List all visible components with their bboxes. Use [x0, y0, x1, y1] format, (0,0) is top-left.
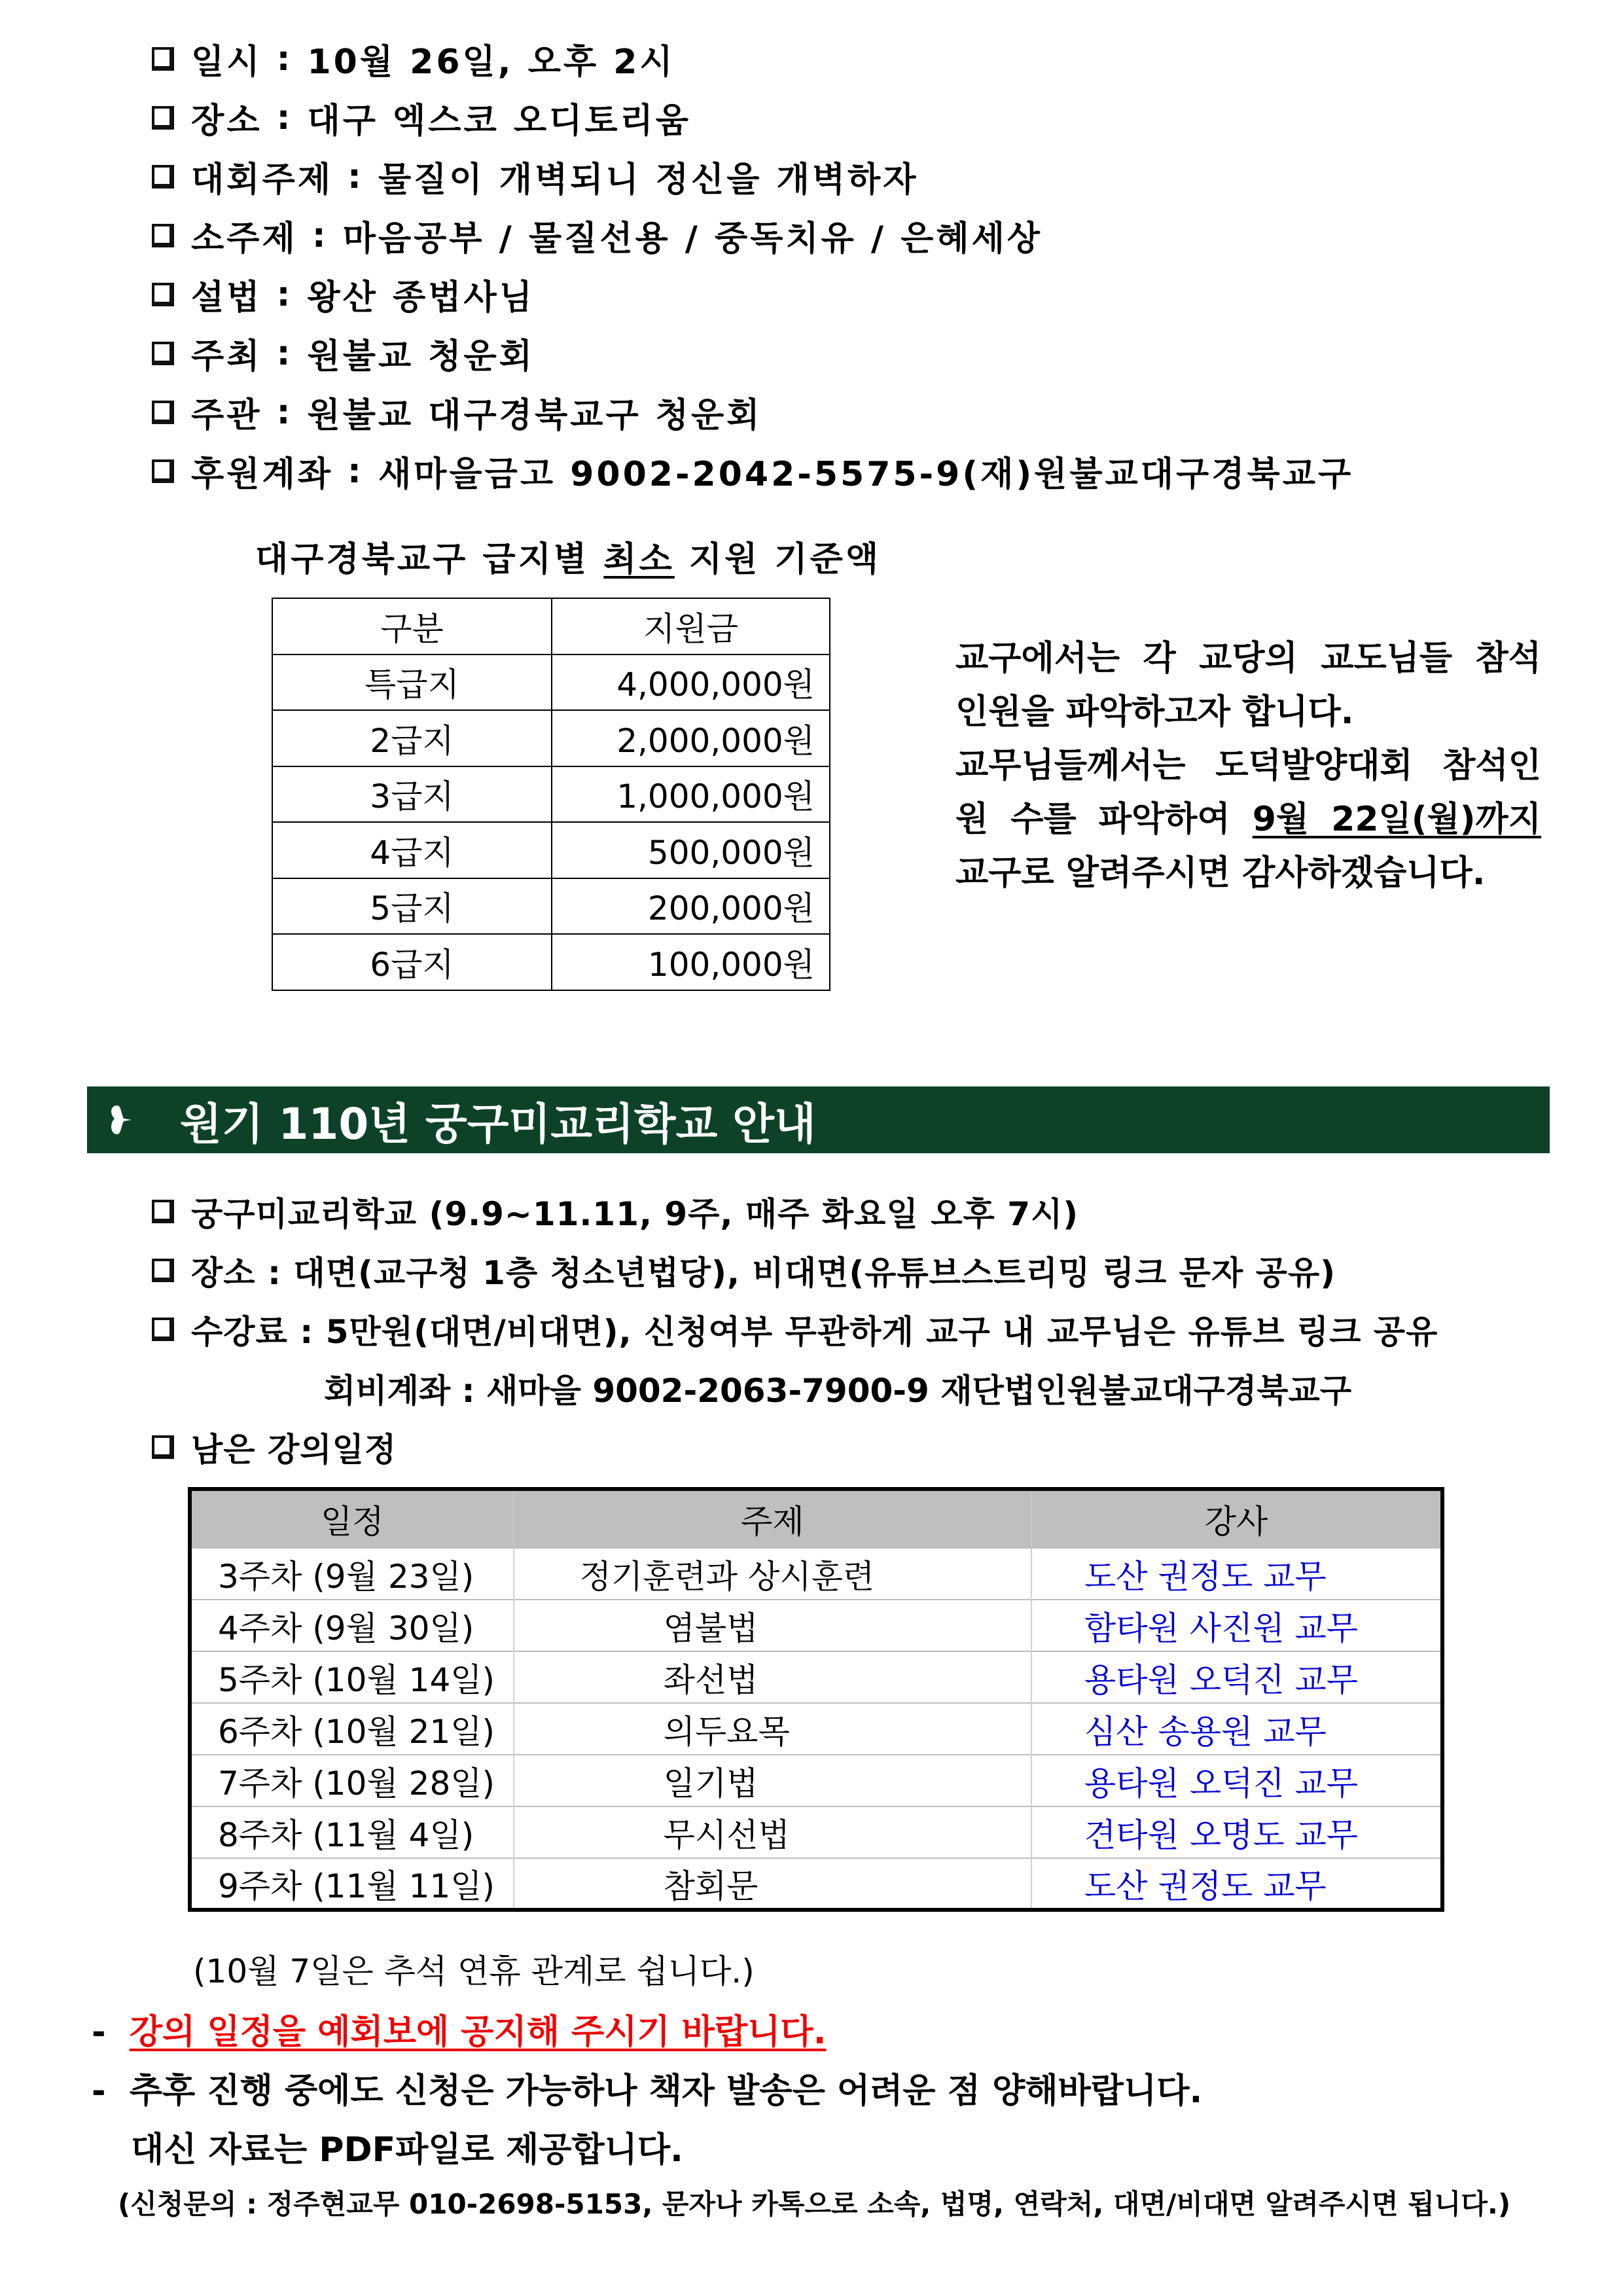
date-cell: 3주차 (9월 23일): [190, 1548, 514, 1600]
grade-cell: 특급지: [272, 655, 552, 711]
value: 원불교 대구경북교구 청운회: [307, 396, 762, 435]
checkbox-bullet-icon: [152, 165, 174, 188]
announcement-red: - 강의 일정을 예회보에 공지해 주시기 바랍니다.: [92, 2013, 827, 2052]
label: 주최: [191, 337, 262, 376]
label: 설법: [191, 278, 262, 317]
checkbox-bullet-icon: [152, 1318, 174, 1341]
table-row: [190, 1858, 1442, 1910]
date-cell: 5주차 (10월 14일): [190, 1651, 514, 1703]
topic-cell: 무시선법: [514, 1806, 1031, 1858]
date-cell: 7주차 (10월 28일): [190, 1755, 514, 1806]
amount-cell: 1,000,000원: [552, 766, 830, 823]
amount-cell: 500,000원: [552, 822, 830, 878]
value: 마음공부 / 물질선용 / 중독치유 / 은혜세상: [342, 219, 1043, 259]
value: 10월 26일, 오후 2시: [307, 43, 675, 82]
underlined-minimum: 최소: [603, 540, 675, 579]
amount-cell: 4,000,000원: [552, 655, 830, 711]
table-row: [272, 878, 830, 935]
date-cell: 4주차 (9월 30일): [190, 1600, 514, 1651]
header-topic: 주제: [514, 1489, 1031, 1548]
contact-info: (신청문의 : 정주현교무 010-2698-5153, 문자나 카톡으로 소속, 법명, 연락처, 대면/비대면 알려주시면 됩니다.): [118, 2188, 1511, 2220]
table-row: [272, 710, 830, 766]
topic-cell: 참회문: [514, 1858, 1031, 1910]
table-row: [272, 655, 830, 711]
lecturer-cell: 용타원 오덕진 교무: [1031, 1755, 1442, 1806]
event-info-host: 주최 : 원불교 청운회: [152, 329, 535, 378]
amount-cell: 2,000,000원: [552, 710, 830, 766]
deadline-underlined: 9월 22일(월)까지: [1252, 800, 1542, 839]
checkbox-bullet-icon: [152, 401, 174, 424]
checkbox-bullet-icon: [152, 459, 174, 483]
lecturer-cell: 용타원 오덕진 교무: [1031, 1651, 1442, 1703]
table-row: [190, 1755, 1442, 1806]
label: 소주제: [191, 219, 298, 259]
checkbox-bullet-icon: [152, 342, 174, 365]
label: 일시: [191, 43, 262, 82]
label: 대회주제: [191, 160, 333, 200]
table-row: [190, 1600, 1442, 1651]
section-title: 원기 110년 궁구미교리학교 안내: [180, 1098, 816, 1149]
date-cell: 6주차 (10월 21일): [190, 1703, 514, 1755]
label: 주관: [191, 396, 262, 435]
lecturer-cell: 함타원 사진원 교무: [1031, 1600, 1442, 1651]
event-info-subtheme: 소주제 : 마음공부 / 물질선용 / 중독치유 / 은혜세상: [152, 211, 1043, 260]
event-info-organizer: 주관 : 원불교 대구경북교구 청운회: [152, 387, 762, 437]
amount-cell: 100,000원: [552, 934, 830, 990]
school-venue: 장소 : 대면(교구청 1층 청소년법당), 비대면(유튜브스트리밍 링크 문자 공유): [152, 1247, 1336, 1294]
header-date: 일정: [190, 1489, 514, 1548]
checkbox-bullet-icon: [152, 1435, 174, 1459]
amount-cell: 200,000원: [552, 878, 830, 935]
value: 대구 엑스코 오디토리움: [307, 101, 692, 141]
lecturer-cell: 견타원 오명도 교무: [1031, 1806, 1442, 1858]
checkbox-bullet-icon: [152, 1259, 174, 1282]
table-row: [190, 1703, 1442, 1755]
label: 후원계좌: [191, 455, 333, 494]
grade-cell: 5급지: [272, 878, 552, 935]
topic-cell: 염불법: [514, 1600, 1031, 1651]
date-cell: 9주차 (11월 11일): [190, 1858, 514, 1910]
table-header-row: [190, 1489, 1442, 1548]
topic-cell: 정기훈련과 상시훈련: [514, 1548, 1031, 1600]
table-header-row: [272, 598, 830, 655]
lecturer-cell: 심산 송용원 교무: [1031, 1703, 1442, 1755]
holiday-note: (10월 7일은 추석 연휴 관계로 쉽니다.): [193, 1952, 755, 1990]
value: 새마을금고 9002-2042-5575-9(재)원불교대구경북교구: [378, 455, 1354, 494]
grade-cell: 2급지: [272, 710, 552, 766]
heart-leaf-bullet-icon: [105, 1100, 145, 1139]
value: 물질이 개벽되니 정신을 개벽하자: [378, 160, 919, 200]
topic-cell: 일기법: [514, 1755, 1031, 1806]
remaining-schedule-label: 남은 강의일정: [152, 1424, 397, 1471]
table-row: [272, 934, 830, 990]
checkbox-bullet-icon: [152, 106, 174, 130]
grade-cell: 4급지: [272, 822, 552, 878]
event-info-venue: 장소 : 대구 엑스코 오디토리움: [152, 93, 691, 142]
date-cell: 8주차 (11월 4일): [190, 1806, 514, 1858]
value: 왕산 종법사님: [307, 278, 535, 317]
header-lecturer: 강사: [1031, 1489, 1442, 1548]
section-banner: [87, 1086, 1550, 1153]
label: 장소: [191, 101, 262, 141]
table-row: [272, 766, 830, 823]
table-row: [190, 1651, 1442, 1703]
grade-cell: 3급지: [272, 766, 552, 823]
header-amount: 지원금: [552, 598, 830, 655]
checkbox-bullet-icon: [152, 47, 174, 71]
announcement-pdf: 대신 자료는 PDF파일로 제공합니다.: [131, 2130, 683, 2170]
fee-account: 회비계좌 : 새마을 9002-2063-7900-9 재단법인원불교대구경북교구: [324, 1372, 1352, 1410]
value: 원불교 청운회: [307, 337, 535, 376]
event-info-sermon: 설법 : 왕산 종법사님: [152, 270, 535, 319]
announcement-late-registration: - 추후 진행 중에도 신청은 가능하나 책자 발송은 어려운 점 양해바랍니다.: [92, 2072, 1203, 2111]
topic-cell: 좌선법: [514, 1651, 1031, 1703]
grade-cell: 6급지: [272, 934, 552, 990]
support-table-title: 대구경북교구 급지별 최소 지원 기준액: [255, 540, 882, 579]
school-fee: 수강료 : 5만원(대면/비대면), 신청여부 무관하게 교구 내 교무님은 유튜브 링크 공유: [152, 1306, 1438, 1353]
school-period: 궁구미교리학교 (9.9~11.11, 9주, 매주 화요일 오후 7시): [152, 1188, 1079, 1235]
support-amount-table: [272, 598, 830, 991]
checkbox-bullet-icon: [152, 1200, 174, 1223]
table-row: [190, 1806, 1442, 1858]
lecturer-cell: 도산 권정도 교무: [1031, 1858, 1442, 1910]
lecture-schedule-table: [188, 1487, 1444, 1912]
lecturer-cell: 도산 권정도 교무: [1031, 1548, 1442, 1600]
topic-cell: 의두요목: [514, 1703, 1031, 1755]
event-info-date: 일시 : 10월 26일, 오후 2시: [152, 34, 675, 83]
event-info-theme: 대회주제 : 물질이 개벽되니 정신을 개벽하자: [152, 152, 919, 201]
checkbox-bullet-icon: [152, 283, 174, 306]
checkbox-bullet-icon: [152, 224, 174, 247]
table-row: [272, 822, 830, 878]
event-info-donation-account: 후원계좌 : 새마을금고 9002-2042-5575-9(재)원불교대구경북교구: [152, 446, 1353, 495]
header-grade: 구분: [272, 598, 552, 655]
attendance-notice: 교구에서는 각 교당의 교도님들 참석 인원을 파악하고자 합니다. 교무님들께서는 도덕발양대회 참석인 원 수를 파악하여 9월 22일(월)까지 교구로 알려주시면 감사하겠습니다.: [955, 639, 1542, 893]
table-row: [190, 1548, 1442, 1600]
